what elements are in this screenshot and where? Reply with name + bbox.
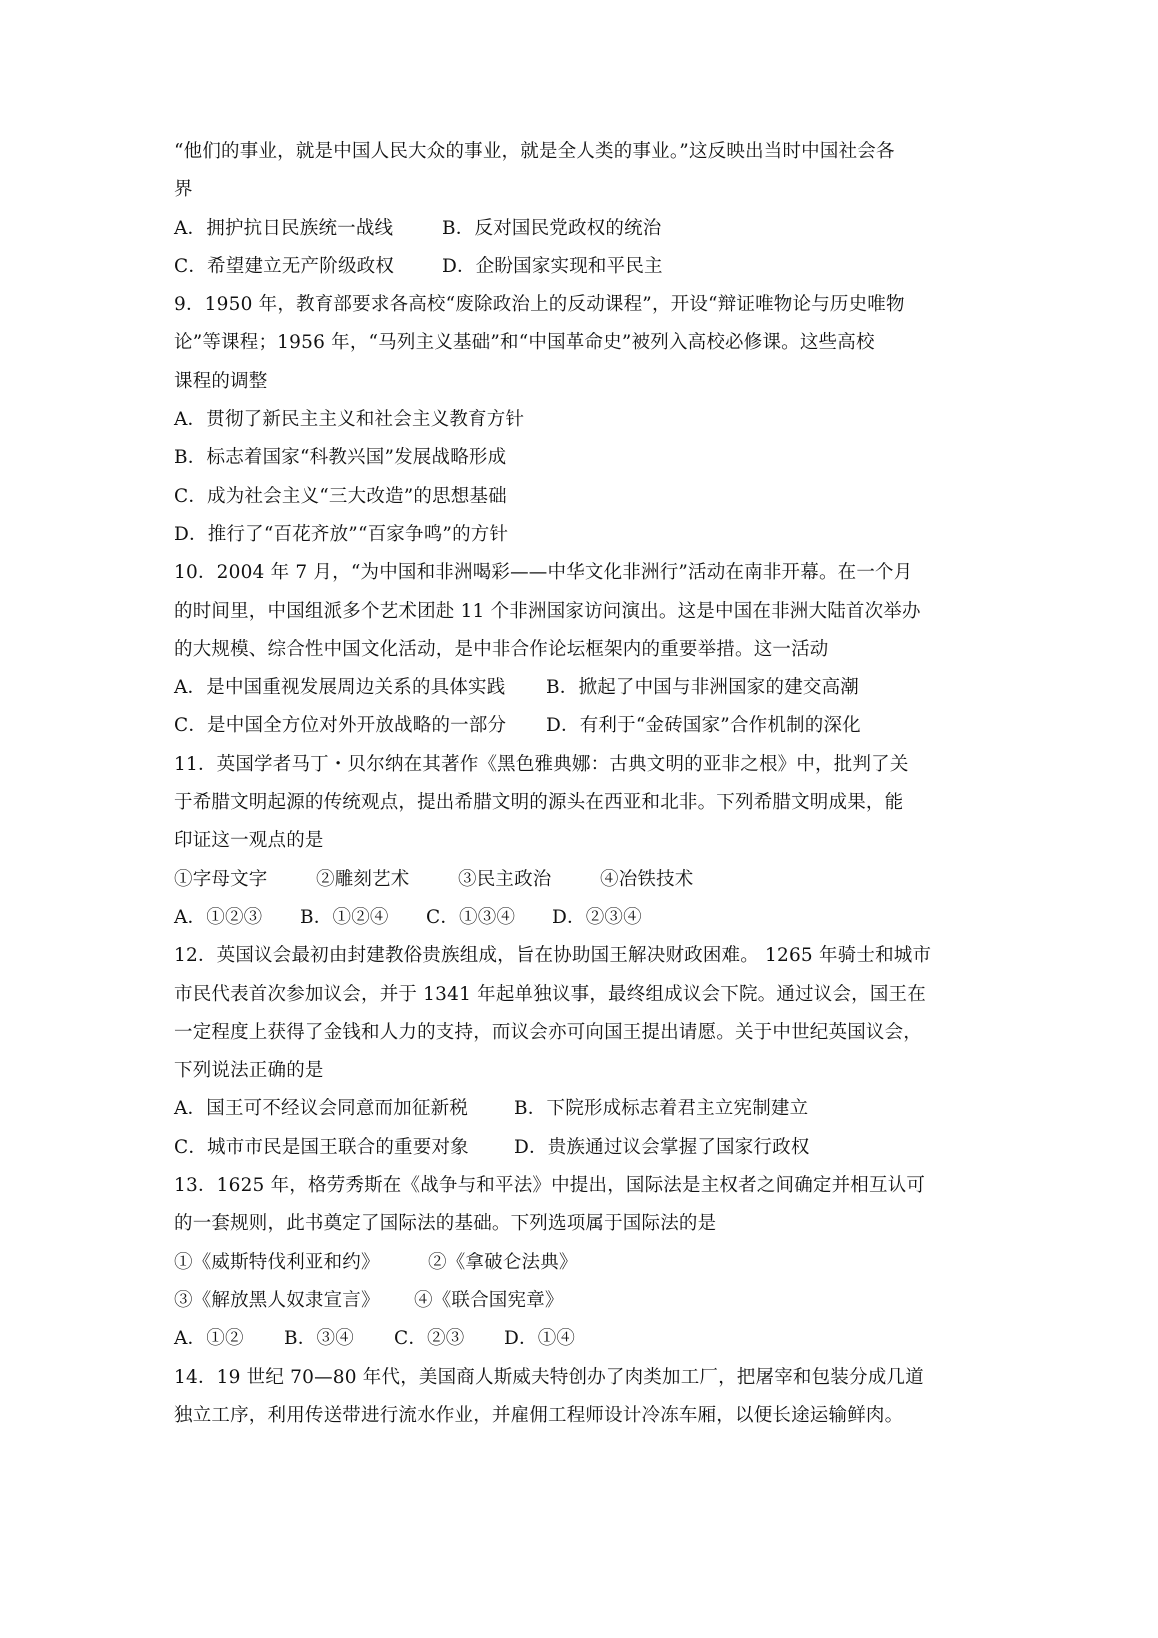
q9-option-b: B．标志着国家“科教兴国”发展战略形成 [174, 447, 507, 469]
q8-option-a: A．拥护抗日民族统一战线 [174, 217, 394, 239]
q11-item-4: ④冶铁技术 [600, 868, 694, 890]
q10-option-c: C．是中国全方位对外开放战略的一部分 [174, 715, 507, 737]
q11-stem-line-1: 11．英国学者马丁・贝尔纳在其著作《黑色雅典娜：古典文明的亚非之根》中，批判了关 [174, 753, 909, 775]
q10-option-a: A．是中国重视发展周边关系的具体实践 [174, 677, 506, 699]
q9-stem-line-2: 论”等课程；1956 年，“马列主义基础”和“中国革命史”被列入高校必修课。这些高校 [174, 332, 875, 354]
q11-option-c: C．①③④ [426, 906, 516, 928]
q12-options-row-2 [174, 1129, 994, 1167]
q9-stem-line-3: 课程的调整 [174, 370, 268, 392]
q13-option-b: B．③④ [284, 1328, 354, 1350]
q10-stem-line-2: 的时间里，中国组派多个艺术团赴 11 个非洲国家访问演出。这是中国在非洲大陆首次举办 [174, 600, 921, 622]
q13-option-d: D．①④ [504, 1328, 576, 1350]
q10-option-b: B．掀起了中国与非洲国家的建交高潮 [546, 677, 859, 699]
q14-stem-line-1: 14．19 世纪 70—80 年代，美国商人斯威夫特创办了肉类加工厂，把屠宰和包装分成几道 [174, 1366, 924, 1388]
q8-stem-line-1: “他们的事业，就是中国人民大众的事业，就是全人类的事业。”这反映出当时中国社会各 [174, 141, 895, 162]
q12-stem-line-1: 12．英国议会最初由封建教俗贵族组成，旨在协助国王解决财政困难。 1265 年骑士和城市 [174, 945, 932, 967]
q12-option-a: A．国王可不经议会同意而加征新税 [174, 1098, 469, 1120]
q12-stem-line-4: 下列说法正确的是 [174, 1060, 324, 1082]
q10-stem-line-1: 10．2004 年 7 月，“为中国和非洲喝彩——中华文化非洲行”活动在南非开幕。在一个月 [174, 562, 913, 584]
q12-option-c: C．城市市民是国王联合的重要对象 [174, 1136, 469, 1158]
q13-options-row [174, 1320, 994, 1358]
q12-options-row-1 [174, 1090, 994, 1128]
q9-stem-line-1: 9．1950 年，教育部要求各高校“废除政治上的反动课程”，开设“辩证唯物论与历史唯物 [174, 294, 905, 316]
q9-option-c: C．成为社会主义“三大改造”的思想基础 [174, 485, 507, 507]
q12-stem-line-3: 一定程度上获得了金钱和人力的支持，而议会亦可向国王提出请愿。关于中世纪英国议会， [174, 1021, 923, 1043]
q13-items-row-1 [174, 1244, 994, 1282]
q13-option-c: C．②③ [394, 1328, 465, 1350]
q12-option-b: B．下院形成标志着君主立宪制建立 [514, 1098, 809, 1120]
q13-item-2: ②《拿破仑法典》 [428, 1251, 578, 1273]
q8-option-b: B．反对国民党政权的统治 [442, 217, 662, 239]
q11-item-2: ②雕刻艺术 [316, 868, 410, 890]
q13-stem-line-1: 13．1625 年，格劳秀斯在《战争与和平法》中提出，国际法是主权者之间确定并相互认可 [174, 1175, 926, 1197]
q8-options-row-1 [174, 210, 994, 248]
q12-option-d: D．贵族通过议会掌握了国家行政权 [514, 1136, 810, 1158]
q12-stem-line-2: 市民代表首次参加议会，并于 1341 年起单独议事，最终组成议会下院。通过议会，国王在 [174, 983, 926, 1005]
q9-option-d: D．推行了“百花齐放”“百家争鸣”的方针 [174, 523, 509, 545]
q13-items-row-2 [174, 1282, 994, 1320]
q11-option-a: A．①②③ [174, 906, 263, 928]
q13-option-a: A．①② [174, 1328, 244, 1350]
q10-option-d: D．有利于“金砖国家”合作机制的深化 [546, 715, 861, 737]
q10-stem-line-3: 的大规模、综合性中国文化活动，是中非合作论坛框架内的重要举措。这一活动 [174, 638, 829, 660]
q8-option-c: C．希望建立无产阶级政权 [174, 255, 395, 277]
q14-stem-line-2: 独立工序，利用传送带进行流水作业，并雇佣工程师设计冷冻车厢，以便长途运输鲜肉。 [174, 1404, 904, 1426]
q10-options-row-2 [174, 707, 994, 745]
q11-option-b: B．①②④ [300, 906, 389, 928]
q11-item-1: ①字母文字 [174, 868, 268, 890]
q13-stem-line-2: 的一套规则，此书奠定了国际法的基础。下列选项属于国际法的是 [174, 1213, 717, 1235]
q11-stem-line-3: 印证这一观点的是 [174, 830, 324, 852]
q8-option-d: D．企盼国家实现和平民主 [442, 255, 663, 277]
q9-option-a: A．贯彻了新民主主义和社会主义教育方针 [174, 409, 525, 431]
q11-option-d: D．②③④ [552, 906, 642, 928]
q11-item-3: ③民主政治 [458, 868, 552, 890]
q11-stem-line-2: 于希腊文明起源的传统观点，提出希腊文明的源头在西亚和北非。下列希腊文明成果，能 [174, 792, 904, 814]
q13-item-1: ①《威斯特伐利亚和约》 [174, 1251, 380, 1273]
q11-options-row [174, 899, 994, 937]
q8-stem-line-2: 界 [174, 179, 193, 201]
q11-items-row [174, 861, 994, 899]
q13-item-4: ④《联合国宪章》 [414, 1289, 564, 1311]
q10-options-row-1 [174, 669, 994, 707]
q8-options-row-2 [174, 248, 994, 286]
q13-item-3: ③《解放黑人奴隶宣言》 [174, 1289, 380, 1311]
exam-content [174, 133, 994, 1435]
